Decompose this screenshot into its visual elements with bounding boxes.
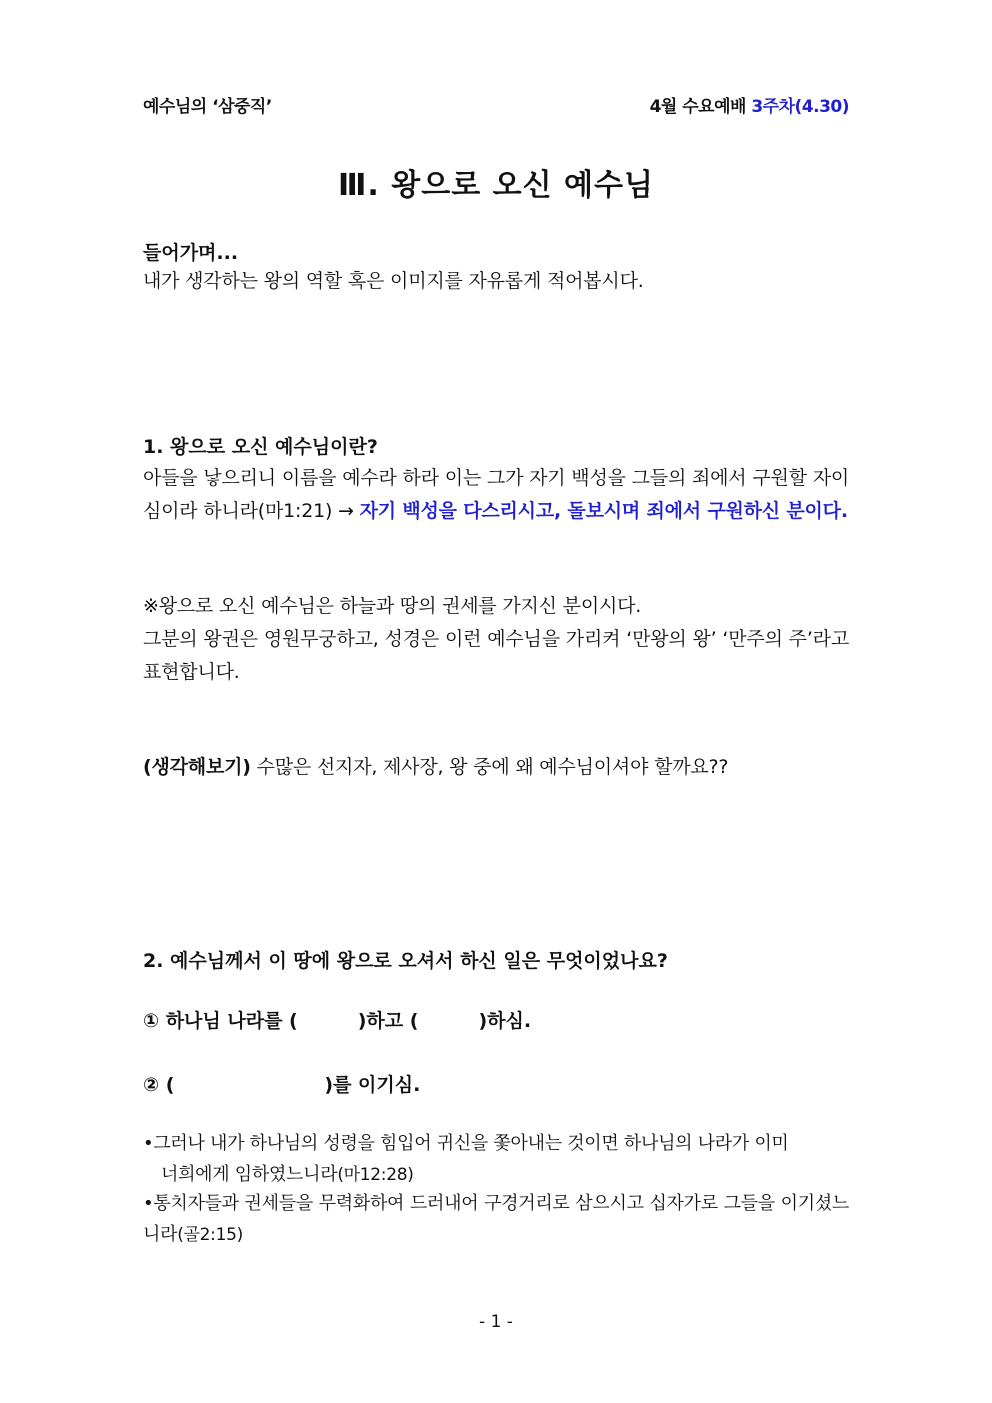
bullet1-cont: 너희에게 임하였느니라 (161, 1164, 338, 1185)
item1-part-c: )하심. (478, 1010, 532, 1032)
think-text: 수많은 선지자, 제사장, 왕 중에 왜 예수님이셔야 할까요?? (250, 756, 729, 778)
intro-heading: 들어가며... (143, 242, 239, 264)
section1-heading: 1. 왕으로 오신 예수님이란? (143, 436, 378, 458)
item2-part-a: ② ( (143, 1074, 175, 1096)
bullet-verse-1 (143, 1128, 849, 1191)
item1-part-b: )하고 ( (357, 1010, 419, 1032)
section1-note (143, 590, 849, 689)
section1-paragraph (143, 462, 849, 528)
item1-fill-blank (143, 1006, 531, 1033)
item2-part-b: )를 이기심. (324, 1074, 421, 1096)
header-right-date (650, 92, 849, 117)
bullet-verse-2 (143, 1188, 849, 1251)
item1-part-a: ① 하나님 나라를 ( (143, 1010, 298, 1032)
bullet2-ref: (골2:15) (177, 1225, 243, 1245)
section1-highlight: 자기 백성을 다스리시고, 돌보시며 죄에서 구원하신 분이다. (359, 500, 848, 522)
header-right-week: 3주차(4.30) (751, 97, 849, 117)
note-line2: 그분의 왕권은 영원무궁하고, 성경은 이런 예수님을 가리켜 ‘만왕의 왕’ ‘만주의 주’라고 표현합니다. (143, 628, 849, 683)
section2-heading: 2. 예수님께서 이 땅에 왕으로 오셔서 하신 일은 무엇이었나요? (143, 950, 668, 972)
bullet2-main: •통치자들과 권세들을 무력화하여 드러내어 구경거리로 삼으시고 십자가로 그들을 이기셨느니라 (143, 1193, 849, 1245)
think-question (143, 751, 849, 784)
section1-scripture: 아들을 낳으리니 이름을 예수라 하라 이는 그가 자기 백성을 그들의 죄에서 구원할 자이심이라 하니라(마1:21) → (143, 467, 849, 522)
bullet1-main: •그러나 내가 하나님의 성령을 힘입어 귀신을 쫓아내는 것이면 하나님의 나라가 이미 (143, 1133, 789, 1154)
header-left-title: 예수님의 ‘삼중직’ (143, 97, 272, 117)
item2-fill-blank (143, 1070, 420, 1097)
intro-text: 내가 생각하는 왕의 역할 혹은 이미지를 자유롭게 적어봅시다. (143, 270, 644, 292)
page-number: - 1 - (479, 1312, 513, 1332)
think-label: (생각해보기) (143, 756, 251, 778)
header-right-prefix: 4월 수요예배 (649, 97, 752, 117)
note-line1: ※왕으로 오신 예수님은 하늘과 땅의 권세를 가지신 분이시다. (143, 595, 642, 617)
bullet1-ref: (마12:28) (337, 1165, 414, 1185)
page-title: Ⅲ. 왕으로 오신 예수님 (338, 168, 654, 203)
